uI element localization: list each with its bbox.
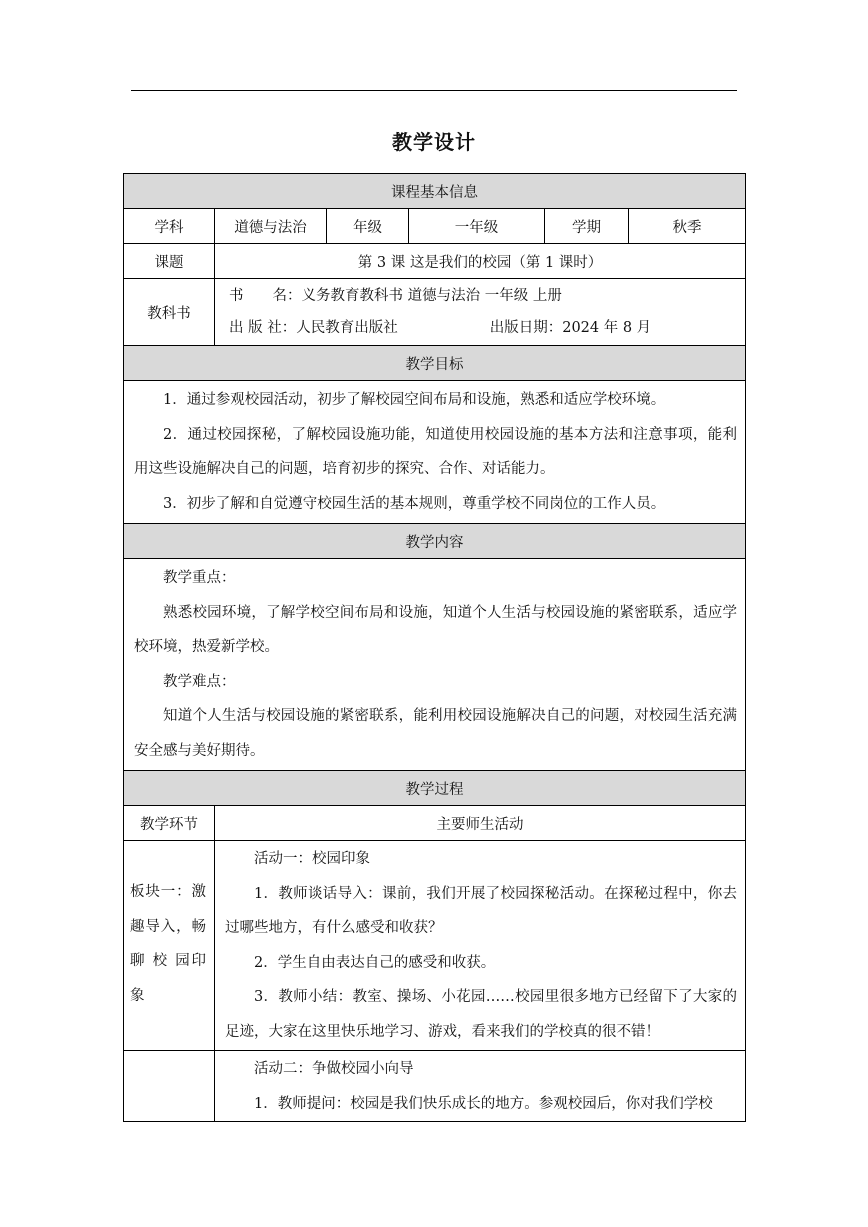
section-content: 教学内容	[124, 524, 746, 559]
document-title: 教学设计	[392, 130, 476, 154]
activity-line: 活动一：校园印象	[254, 851, 370, 867]
process-col-stage: 教学环节	[124, 806, 215, 841]
difficulty-label: 教学难点：	[163, 673, 236, 690]
goals-body	[124, 381, 746, 524]
section-process: 教学过程	[124, 771, 746, 806]
textbook-label: 教科书	[124, 279, 215, 346]
lesson-label: 课题	[124, 244, 215, 279]
activity-line: 1．教师提问：校园是我们快乐成长的地方。参观校园后，你对我们学校	[254, 1095, 713, 1112]
activity-line: 2．学生自由表达自己的感受和收获。	[254, 954, 496, 971]
lesson-value: 第 3 课 这是我们的校园（第 1 课时）	[215, 244, 746, 279]
grade-label: 年级	[327, 209, 409, 244]
textbook-info	[215, 279, 746, 346]
stage-2-name	[124, 1051, 215, 1122]
term-value: 秋季	[629, 209, 746, 244]
stage-1-activities	[215, 841, 746, 1051]
publisher: 出 版 社：人民教育出版社	[229, 320, 398, 336]
difficulty-text: 知道个人生活与校园设施的紧密联系，能利用校园设施解决自己的问题，对校园生活充满安全感与美好期待。	[134, 708, 738, 759]
publisher-line	[229, 312, 735, 344]
goal-item: 1．通过参观校园活动，初步了解校园空间布局和设施，熟悉和适应学校环境。	[163, 392, 666, 408]
content-body	[124, 559, 746, 771]
term-label: 学期	[545, 209, 629, 244]
activity-line: 1．教师谈话导入：课前，我们开展了校园探秘活动。在探秘过程中，你去过哪些地方，有什么感受和收获？	[225, 885, 738, 936]
subject-label: 学科	[124, 209, 215, 244]
subject-value: 道德与法治	[215, 209, 327, 244]
goal-item: 3．初步了解和自觉遵守校园生活的基本规则，尊重学校不同岗位的工作人员。	[163, 495, 666, 512]
process-col-activities: 主要师生活动	[215, 806, 746, 841]
header-rule	[131, 90, 737, 91]
key-points-label: 教学重点：	[163, 570, 236, 586]
key-points-text: 熟悉校园环境，了解学校空间布局和设施，知道个人生活与校园设施的紧密联系，适应学校环境，热爱新学校。	[134, 604, 738, 655]
stage-2-activities	[215, 1051, 746, 1122]
stage-1-name: 板块一：激趣导入，畅 聊 校 园印象	[124, 841, 215, 1051]
activity-line: 活动二：争做校园小向导	[254, 1061, 414, 1077]
pub-date: 出版日期：2024 年 8 月	[489, 320, 652, 336]
lesson-plan-table	[123, 173, 745, 1122]
section-basic-info: 课程基本信息	[124, 174, 746, 209]
grade-value: 一年级	[409, 209, 545, 244]
section-goals: 教学目标	[124, 346, 746, 381]
book-name: 书 名：义务教育教科书 道德与法治 一年级 上册	[229, 288, 562, 304]
goal-item: 2．通过校园探秘，了解校园设施功能，知道使用校园设施的基本方法和注意事项，能利用这些设施解决自己的问题，培育初步的探究、合作、对话能力。	[134, 426, 738, 477]
activity-line: 3．教师小结：教室、操场、小花园……校园里很多地方已经留下了大家的足迹，大家在这里快乐地学习、游戏，看来我们的学校真的很不错！	[225, 989, 738, 1040]
